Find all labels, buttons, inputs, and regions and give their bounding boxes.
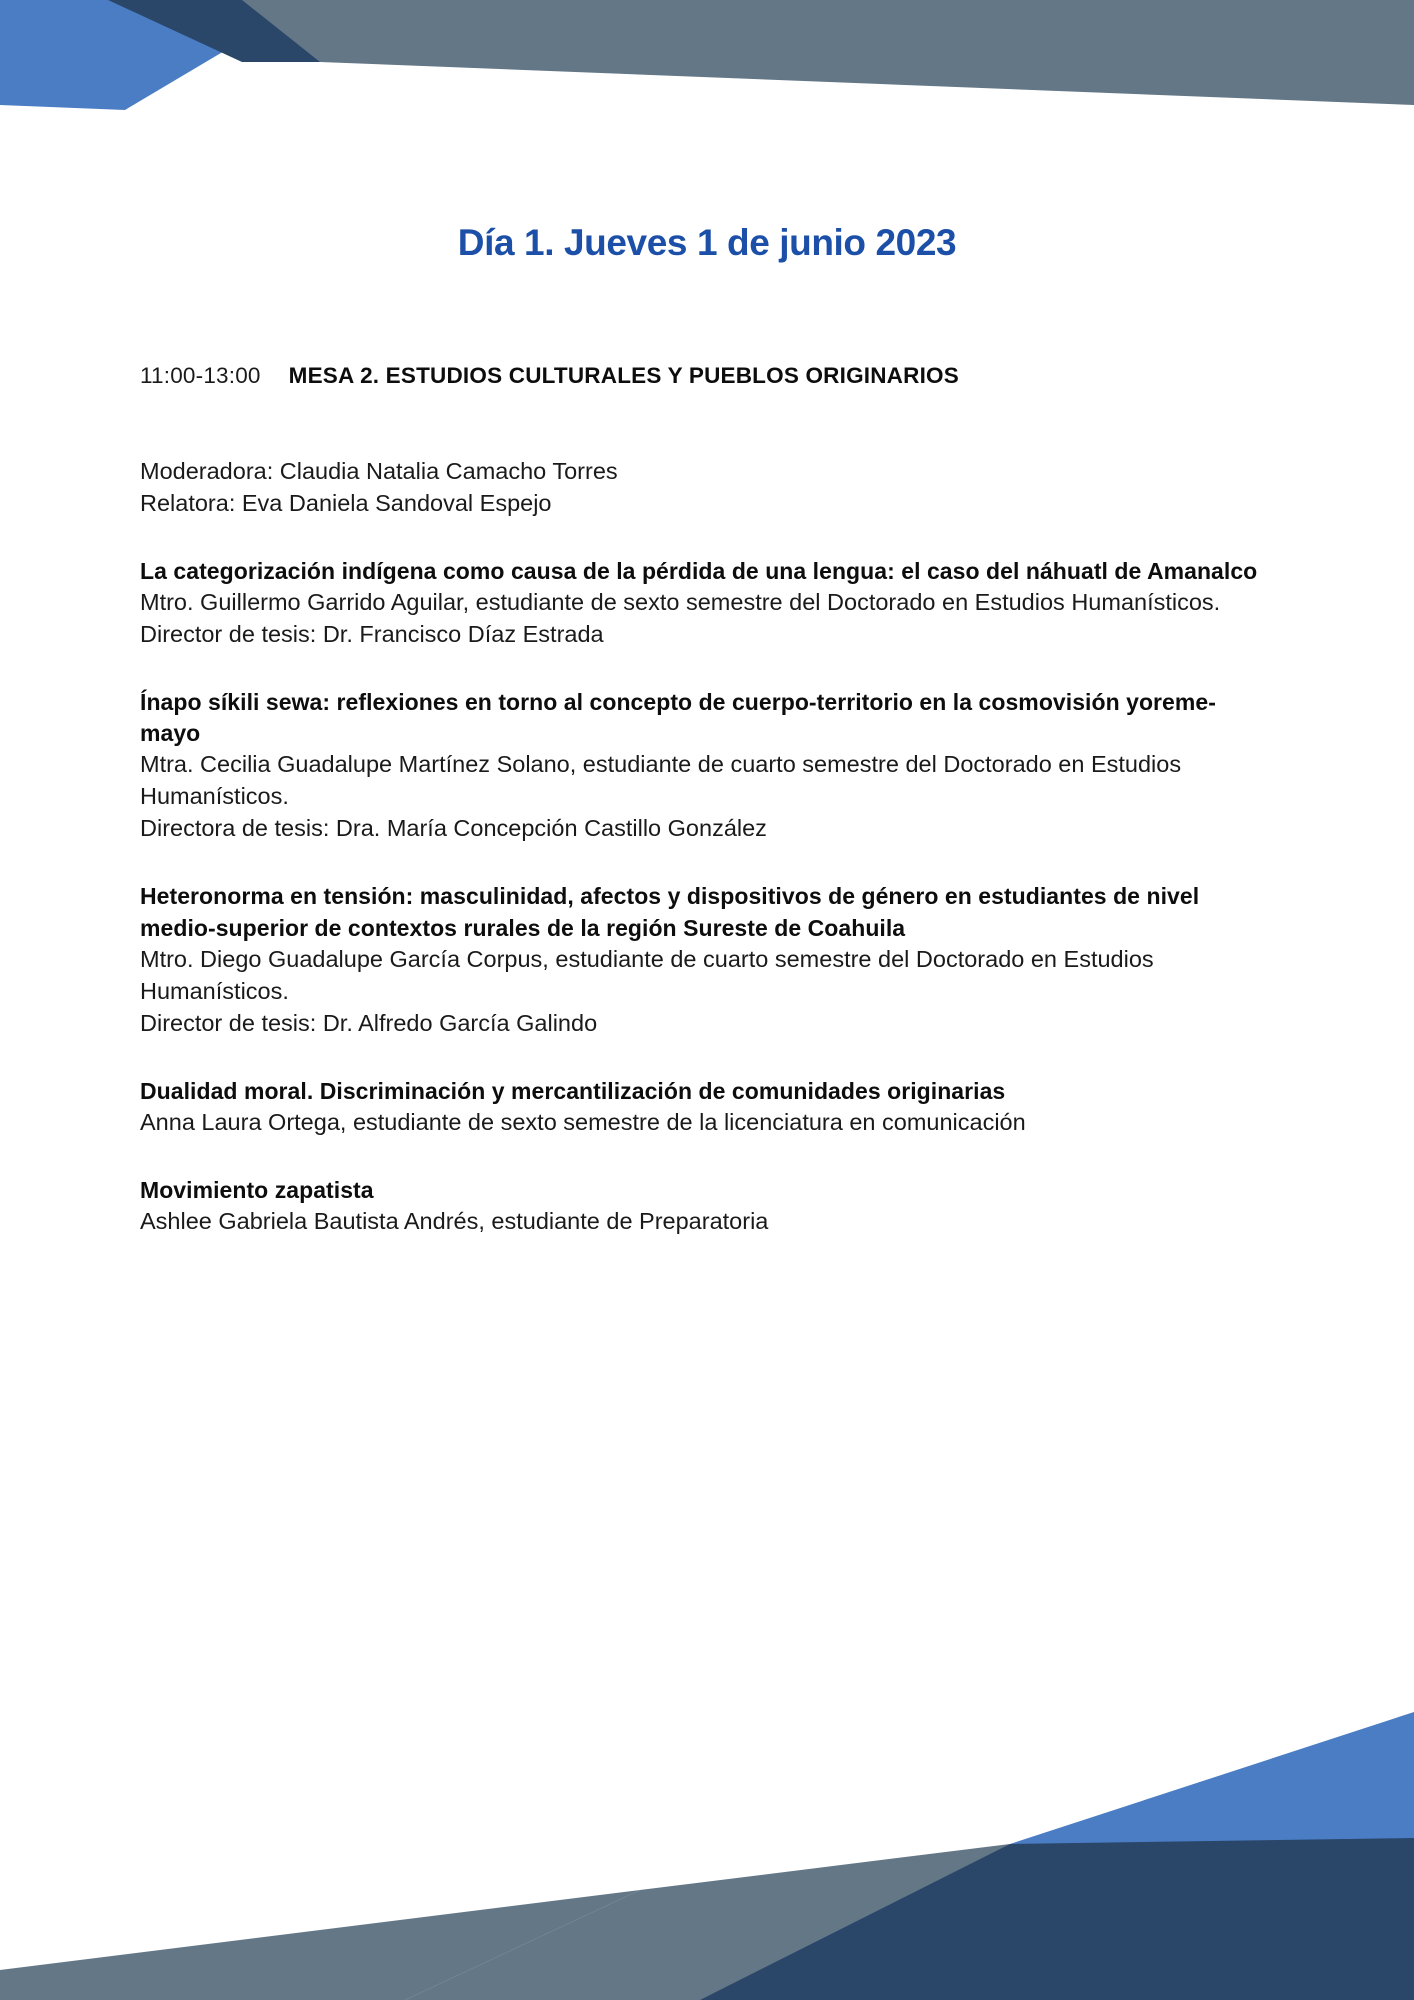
entry-author: Anna Laura Ortega, estudiante de sexto semestre de la licenciatura en comunicación: [140, 1108, 1026, 1135]
session-roles: [0, 456, 1414, 520]
session-name: MESA 2. ESTUDIOS CULTURALES Y PUEBLOS ORIGINARIOS: [288, 362, 959, 388]
deco-shape-light-blue-bottom: [700, 1712, 1414, 2000]
entry-author: Mtro. Diego Guadalupe García Corpus, estudiante de cuarto semestre del Doctorado en Estudios Humanísticos.: [140, 945, 1154, 1004]
entry-body: [140, 1206, 1274, 1238]
list-item: [140, 1076, 1274, 1139]
session-header: [0, 361, 1414, 390]
list-item: [140, 1175, 1274, 1238]
footer-decoration: [0, 1640, 1414, 2000]
page-title: Día 1. Jueves 1 de junio 2023: [457, 222, 957, 263]
entry-title: Ínapo síkili sewa: reflexiones en torno al concepto de cuerpo-territorio en la cosmovisión yoreme-mayo: [140, 688, 1216, 747]
entry-body: [140, 1107, 1274, 1139]
entry-list: [0, 556, 1414, 1238]
entry-title: La categorización indígena como causa de la pérdida de una lengua: el caso del náhuatl de Amanalco: [140, 557, 1258, 584]
entry-body: [140, 944, 1274, 1040]
entry-title: Heteronorma en tensión: masculinidad, afectos y dispositivos de género en estudiantes de nivel medio-superior de contextos rurales de la región Sureste de Coahuila: [140, 883, 1200, 941]
entry-author: Mtro. Guillermo Garrido Aguilar, estudiante de sexto semestre del Doctorado en Estudios Humanísticos.: [140, 588, 1221, 615]
entry-body: [140, 587, 1274, 651]
entry-title: Movimiento zapatista: [140, 1176, 374, 1203]
list-item: [140, 556, 1274, 651]
deco-shape-slate-bottom: [405, 1844, 1010, 2000]
entry-advisor: Director de tesis: Dr. Alfredo García Galindo: [140, 1009, 598, 1036]
entry-author: Mtra. Cecilia Guadalupe Martínez Solano, estudiante de cuarto semestre del Doctorado en Estudios Humanísticos.: [140, 751, 1182, 810]
deco-shape-slate-bottom-left: [0, 1890, 640, 2000]
entry-title: Dualidad moral. Discriminación y mercantilización de comunidades originarias: [140, 1077, 1006, 1104]
list-item: [140, 687, 1274, 845]
entry-advisor: Director de tesis: Dr. Francisco Díaz Estrada: [140, 620, 604, 647]
deco-shape-navy-bottom: [560, 1838, 1414, 2000]
session-rapporteur: Relatora: Eva Daniela Sandoval Espejo: [140, 489, 552, 516]
session-time: 11:00-13:00: [140, 362, 261, 388]
entry-advisor: Directora de tesis: Dra. María Concepción Castillo González: [140, 815, 767, 842]
session-moderator: Moderadora: Claudia Natalia Camacho Torres: [140, 457, 618, 484]
list-item: [140, 881, 1274, 1039]
entry-body: [140, 749, 1274, 845]
entry-author: Ashlee Gabriela Bautista Andrés, estudiante de Preparatoria: [140, 1208, 769, 1235]
